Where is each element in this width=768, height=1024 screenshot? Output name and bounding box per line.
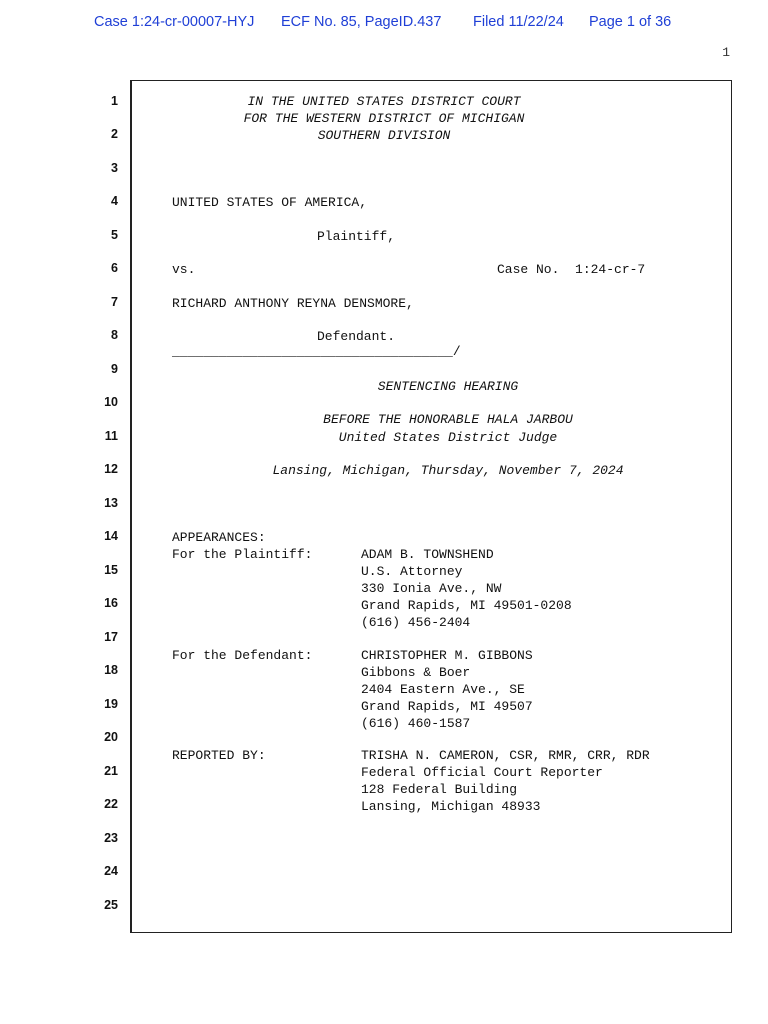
line-number: 9 (111, 362, 118, 376)
defendant-counsel-line: CHRISTOPHER M. GIBBONS (361, 648, 533, 663)
line-number: 10 (104, 395, 118, 409)
plaintiff-counsel-line: U.S. Attorney (361, 564, 463, 579)
defendant-role: Defendant. (317, 329, 396, 344)
line-number: 7 (111, 295, 118, 309)
header-case-number: Case 1:24-cr-00007-HYJ (94, 14, 255, 30)
line-number: 22 (104, 797, 118, 811)
line-number: 4 (111, 194, 118, 208)
line-number: 21 (104, 764, 118, 778)
reporter-line: Lansing, Michigan 48933 (361, 799, 541, 814)
plaintiff-counsel-label: For the Plaintiff: (172, 547, 313, 562)
defendant-counsel-line: (616) 460-1587 (361, 716, 471, 731)
hearing-title: SENTENCING HEARING (377, 379, 519, 394)
line-number: 23 (104, 831, 118, 845)
line-number: 13 (104, 496, 118, 510)
line-number: 18 (104, 663, 118, 677)
court-division: SOUTHERN DIVISION (317, 128, 451, 143)
line-number: 12 (104, 462, 118, 476)
reporter-line: Federal Official Court Reporter (361, 765, 603, 780)
defendant-name: RICHARD ANTHONY REYNA DENSMORE, (172, 296, 414, 311)
line-number: 15 (104, 563, 118, 577)
transcript-page-number: 1 (722, 45, 730, 60)
line-number: 24 (104, 864, 118, 878)
defendant-counsel-label: For the Defendant: (172, 648, 313, 663)
line-number: 1 (111, 94, 118, 108)
line-number: 17 (104, 630, 118, 644)
reporter-label: REPORTED BY: (172, 748, 266, 763)
appearances-heading: APPEARANCES: (172, 530, 266, 545)
line-number: 20 (104, 730, 118, 744)
header-filed-date: Filed 11/22/24 (473, 14, 564, 30)
plaintiff-counsel-line: 330 Ionia Ave., NW (361, 581, 502, 596)
judge-title: United States District Judge (338, 430, 558, 445)
line-number: 25 (104, 898, 118, 912)
header-page-count: Page 1 of 36 (589, 14, 672, 30)
plaintiff-counsel-line: ADAM B. TOWNSHEND (361, 547, 494, 562)
line-number: 19 (104, 697, 118, 711)
line-number: 8 (111, 328, 118, 342)
defendant-counsel-line: Grand Rapids, MI 49507 (361, 699, 533, 714)
caption-rule: ____________________________________/ (172, 344, 461, 359)
court-district: FOR THE WESTERN DISTRICT OF MICHIGAN (243, 111, 525, 126)
plaintiff-role: Plaintiff, (317, 229, 396, 244)
reporter-line: TRISHA N. CAMERON, CSR, RMR, CRR, RDR (361, 748, 650, 763)
court-heading: IN THE UNITED STATES DISTRICT COURT (247, 94, 521, 109)
reporter-line: 128 Federal Building (361, 782, 518, 797)
line-number: 11 (104, 429, 118, 443)
plaintiff-counsel-line: (616) 456-2404 (361, 615, 471, 630)
hearing-before: BEFORE THE HONORABLE HALA JARBOU (323, 412, 573, 427)
line-number: 3 (111, 161, 118, 175)
line-number: 6 (111, 261, 118, 275)
hearing-place-date: Lansing, Michigan, Thursday, November 7, 2024 (272, 463, 624, 478)
plaintiff-name: UNITED STATES OF AMERICA, (172, 195, 368, 210)
line-number: 5 (111, 228, 118, 242)
versus: vs. (172, 262, 196, 277)
defendant-counsel-line: Gibbons & Boer (361, 665, 471, 680)
case-number: Case No. 1:24-cr-7 (497, 262, 646, 277)
line-number: 16 (104, 596, 118, 610)
defendant-counsel-line: 2404 Eastern Ave., SE (361, 682, 525, 697)
line-number: 2 (111, 127, 118, 141)
line-number: 14 (104, 529, 118, 543)
header-ecf-number: ECF No. 85, PageID.437 (281, 14, 442, 30)
plaintiff-counsel-line: Grand Rapids, MI 49501-0208 (361, 598, 572, 613)
